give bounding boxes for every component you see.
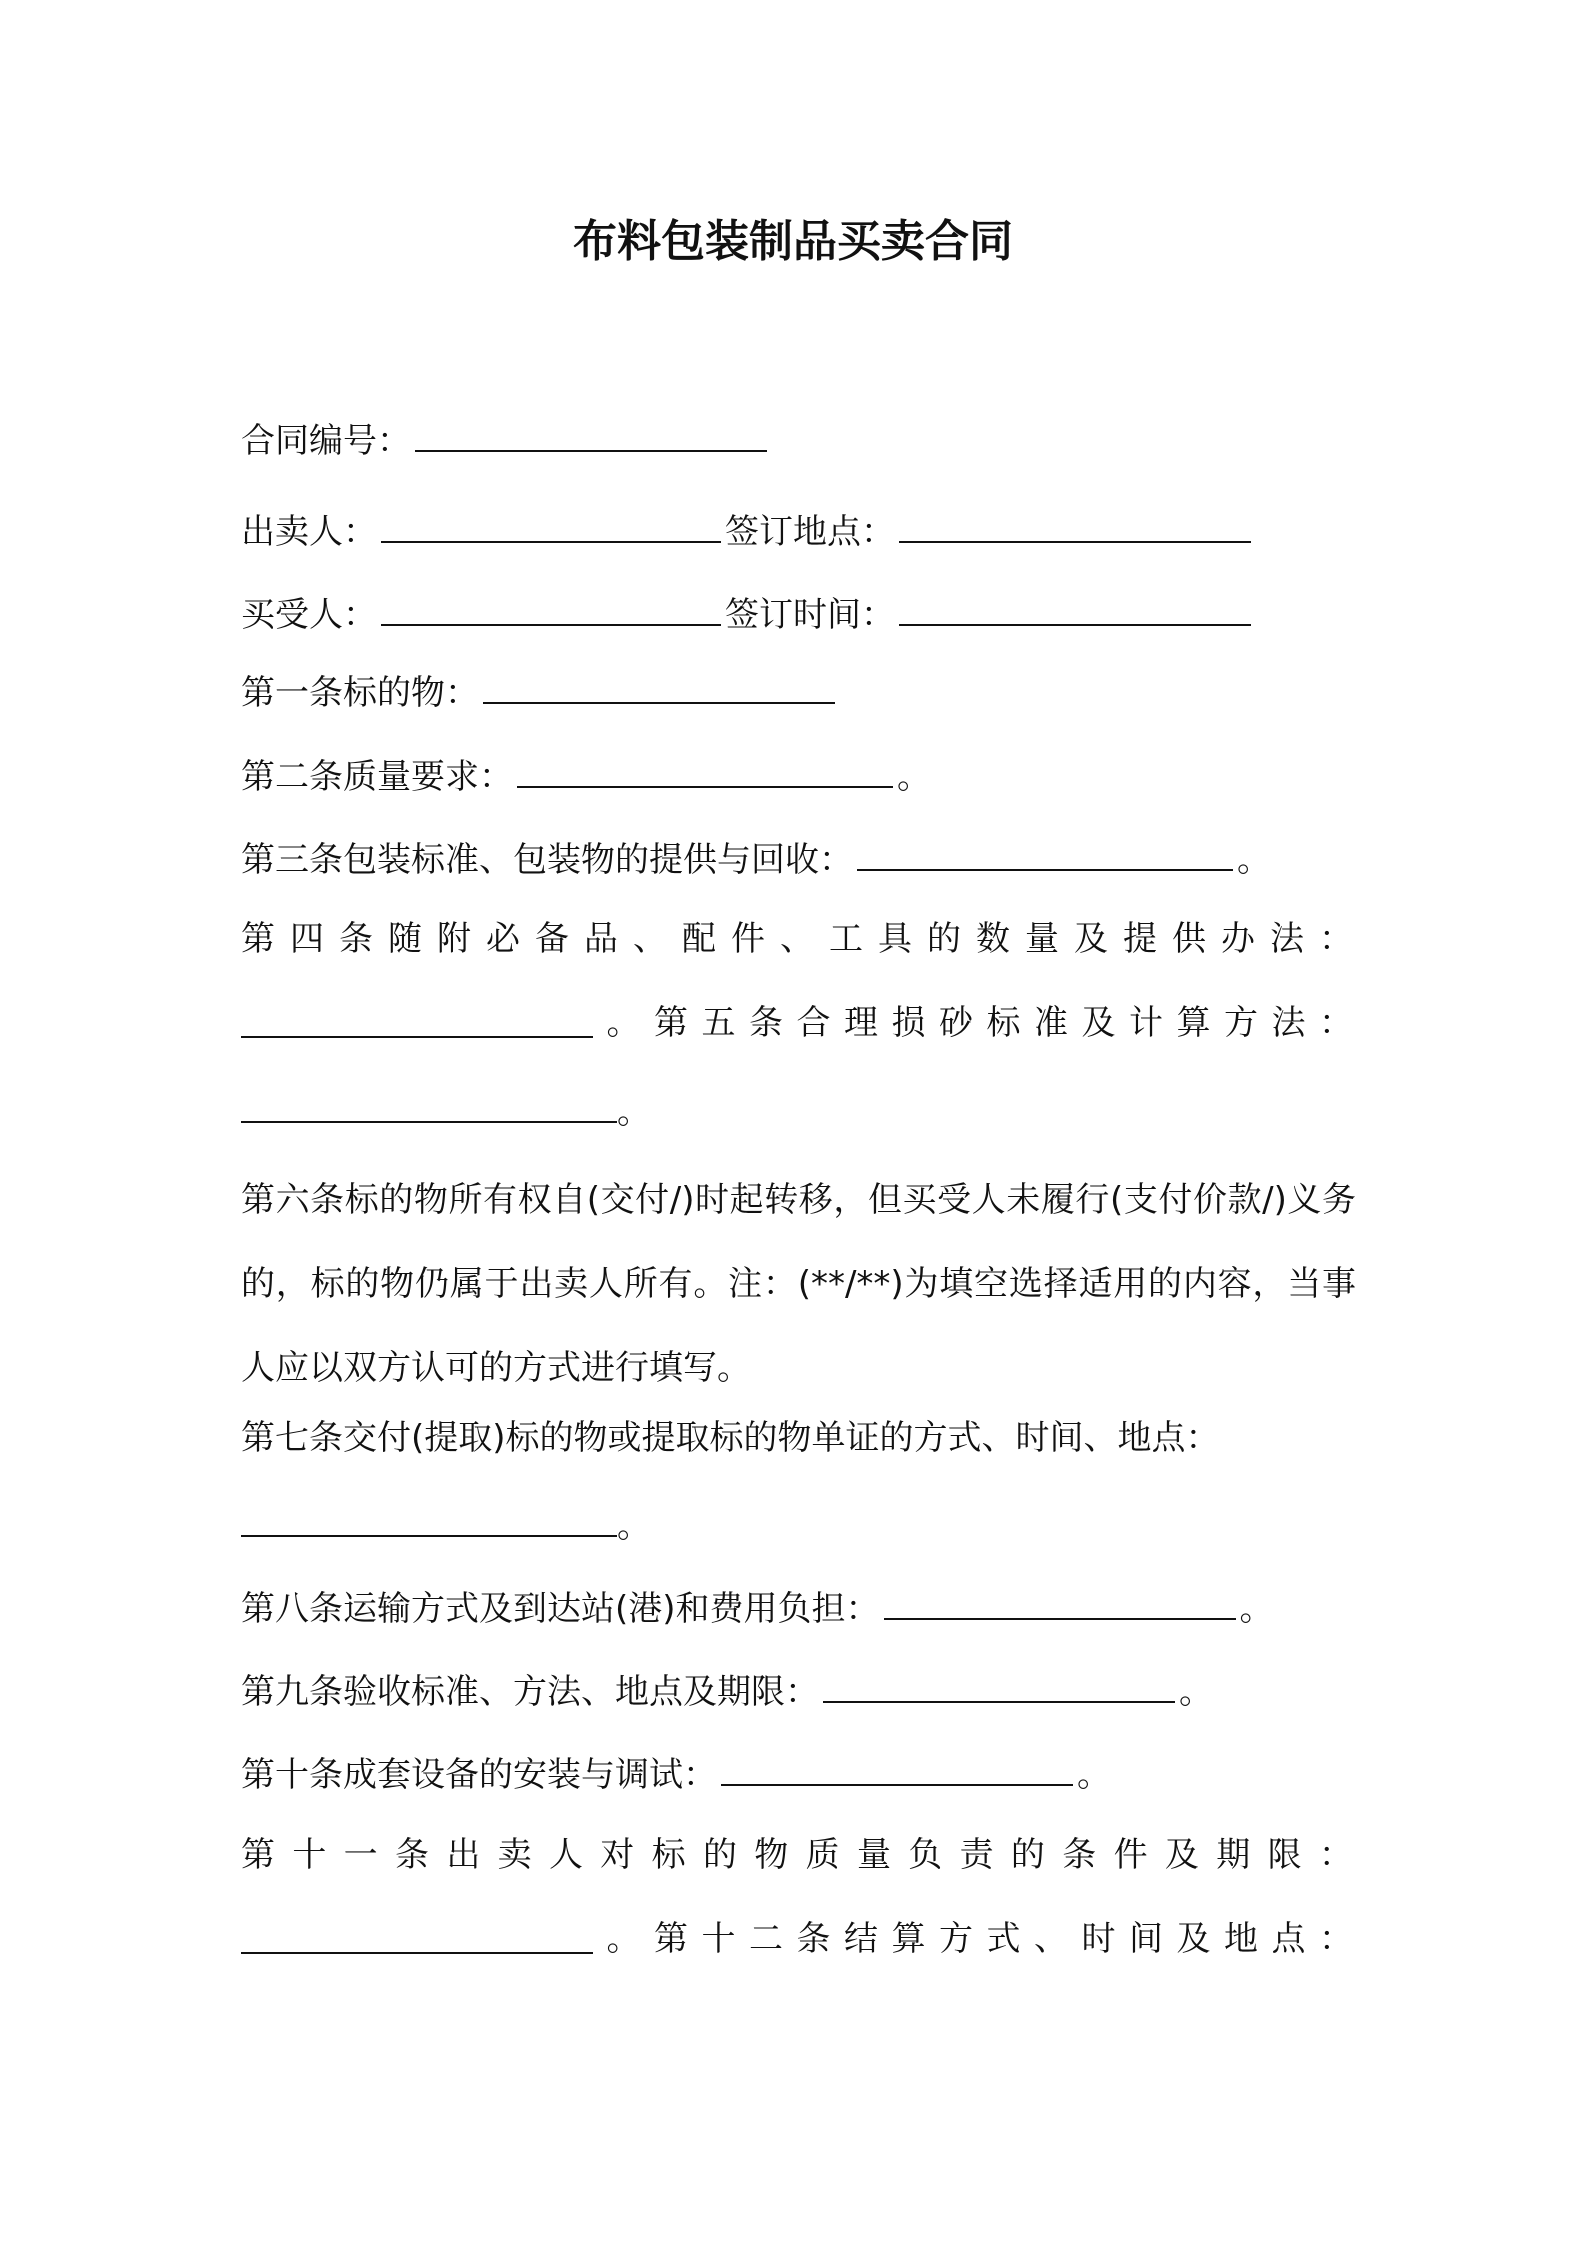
- clause-4-char: 工: [829, 919, 863, 959]
- seller-blank[interactable]: [381, 503, 721, 543]
- clause-11-char: 条: [394, 1835, 429, 1875]
- clause-11-char: 及: [1164, 1835, 1199, 1875]
- clause-11-char: 第: [241, 1835, 275, 1875]
- clause-9-blank[interactable]: [823, 1663, 1175, 1703]
- clause-3-end: 。: [1237, 840, 1271, 880]
- clause-1: [241, 664, 839, 718]
- clause-12-char: 十: [701, 1919, 736, 1959]
- clause-4-char: 必: [486, 919, 520, 959]
- clause-4-char: ：: [1319, 919, 1353, 959]
- clause-12-char: 及: [1176, 1919, 1211, 1959]
- clause-5-char: 损: [891, 1003, 926, 1043]
- clause-7-text: 第七条交付(提取)标的物或提取标的物单证的方式、时间、地点：: [241, 1418, 1220, 1458]
- clause-4-char: 配: [682, 919, 716, 959]
- clause-8-end: 。: [1239, 1589, 1274, 1629]
- clause-9-text: 第九条验收标准、方法、地点及期限：: [241, 1672, 819, 1712]
- clause-11-char: 限: [1267, 1835, 1302, 1875]
- clause-7-blank-line: [241, 1497, 651, 1551]
- clause-12-char: 条: [796, 1919, 831, 1959]
- clause-5-char: 砂: [939, 1003, 973, 1043]
- clause-2: [241, 748, 931, 802]
- buyer-line: [241, 586, 1255, 640]
- clause-1-blank[interactable]: [483, 664, 835, 704]
- clause-4: [241, 914, 1353, 964]
- clause-5-char: ：: [1319, 1003, 1353, 1043]
- clause-7: [241, 1413, 1220, 1463]
- clause-12-char: 间: [1129, 1919, 1163, 1959]
- clause-11-char: 人: [548, 1835, 583, 1875]
- clause-11-char: 的: [1010, 1835, 1045, 1875]
- clause-5-char: 算: [1176, 1003, 1211, 1043]
- clause-12-char: 。: [606, 1919, 641, 1959]
- contract-number-line: [241, 412, 771, 466]
- clause-10-blank[interactable]: [721, 1746, 1073, 1786]
- clause-4-blank[interactable]: [241, 998, 593, 1038]
- clause-11: [241, 1830, 1353, 1880]
- clause-11-char: 条: [1062, 1835, 1097, 1875]
- clause-4-char: 品: [584, 919, 618, 959]
- contract-number-label: 合同编号：: [241, 421, 411, 461]
- clause-12-char: 式: [986, 1919, 1021, 1959]
- clause-11-char: 件: [1113, 1835, 1148, 1875]
- clause-5-char: 第: [654, 1003, 688, 1043]
- clause-4-char: 件: [731, 919, 765, 959]
- clause-5-blank-line: [241, 1083, 651, 1137]
- clause-12-char: 二: [749, 1919, 783, 1959]
- clause-4-char: 办: [1221, 919, 1255, 959]
- clause-5-char: 准: [1034, 1003, 1068, 1043]
- clause-2-end: 。: [897, 757, 931, 797]
- clause-4-char: 量: [1025, 919, 1059, 959]
- clause-11-char: 十: [292, 1835, 327, 1875]
- clause-10-end: 。: [1077, 1755, 1111, 1795]
- clause-4-char: 提: [1123, 919, 1157, 959]
- buyer-label: 买受人：: [241, 595, 377, 635]
- clause-12-char: 、: [1034, 1919, 1068, 1959]
- clause-4-char: 、: [780, 919, 814, 959]
- clause-5-char: 条: [749, 1003, 783, 1043]
- clause-5-char: 方: [1224, 1003, 1258, 1043]
- clause-12-char: 地: [1224, 1919, 1258, 1959]
- clause-11-char: 量: [856, 1835, 891, 1875]
- clause-4-char: 随: [388, 919, 422, 959]
- clause-2-text: 第二条质量要求：: [241, 757, 513, 797]
- clause-11-char: 质: [805, 1835, 840, 1875]
- clause-11-blank[interactable]: [241, 1914, 593, 1954]
- clause-3-blank[interactable]: [857, 831, 1233, 871]
- clause-6: [241, 1158, 1356, 1410]
- clause-12: [241, 1914, 1353, 1964]
- clause-11-char: 标: [651, 1835, 686, 1875]
- clause-4-char: 第: [241, 919, 275, 959]
- clause-11-char: 负: [908, 1835, 943, 1875]
- clause-5-char: 法: [1271, 1003, 1306, 1043]
- clause-5-char: 合: [796, 1003, 831, 1043]
- clause-11-char: 出: [446, 1835, 481, 1875]
- clause-5-blank[interactable]: [241, 1083, 617, 1123]
- clause-5-char: 。: [606, 1003, 641, 1043]
- clause-10-text: 第十条成套设备的安装与调试：: [241, 1755, 717, 1795]
- clause-5-char: 计: [1129, 1003, 1163, 1043]
- buyer-blank[interactable]: [381, 586, 721, 626]
- clause-12-char: 结: [844, 1919, 878, 1959]
- clause-12-char: 方: [939, 1919, 973, 1959]
- clause-8-blank[interactable]: [884, 1580, 1236, 1620]
- contract-number-blank[interactable]: [415, 412, 767, 452]
- clause-4-char: 四: [290, 919, 324, 959]
- clause-4-char: 、: [633, 919, 667, 959]
- sign-place-blank[interactable]: [899, 503, 1251, 543]
- sign-time-label: 签订时间：: [725, 595, 895, 635]
- clause-8: [241, 1580, 1274, 1634]
- clause-5-char: 及: [1081, 1003, 1116, 1043]
- clause-11-char: 责: [959, 1835, 994, 1875]
- sign-place-label: 签订地点：: [725, 512, 895, 552]
- clause-5: [241, 998, 1353, 1048]
- clause-10: [241, 1746, 1111, 1800]
- clause-3-text: 第三条包装标准、包装物的提供与回收：: [241, 840, 853, 880]
- seller-label: 出卖人：: [241, 512, 377, 552]
- clause-5-char: 标: [986, 1003, 1021, 1043]
- clause-6-text: 第六条标的物所有权自(交付/)时起转移，但买受人未履行(支付价款/)义务的，标的物仍属于出卖人所有。注：(**/**)为填空选择适用的内容，当事人应以双方认可的方式进行填写。: [241, 1180, 1356, 1388]
- clause-4-char: 法: [1270, 919, 1304, 959]
- clause-9: [241, 1663, 1213, 1717]
- clause-11-char: 对: [600, 1835, 635, 1875]
- clause-7-blank[interactable]: [241, 1497, 617, 1537]
- clause-2-blank[interactable]: [517, 748, 893, 788]
- clause-4-char: 附: [437, 919, 471, 959]
- clause-4-char: 及: [1074, 919, 1108, 959]
- clause-12-char: 第: [654, 1919, 688, 1959]
- clause-4-char: 备: [535, 919, 569, 959]
- clause-12-char: 时: [1081, 1919, 1116, 1959]
- clause-3: [241, 831, 1271, 885]
- clause-11-char: 一: [343, 1835, 378, 1875]
- clause-4-char: 具: [878, 919, 912, 959]
- seller-line: [241, 503, 1255, 557]
- clause-11-char: 卖: [497, 1835, 532, 1875]
- clause-12-char: 算: [891, 1919, 926, 1959]
- clause-5-char: 五: [701, 1003, 736, 1043]
- contract-title: 布料包装制品买卖合同: [573, 216, 1013, 267]
- clause-12-char: 点: [1271, 1919, 1306, 1959]
- clause-4-char: 的: [927, 919, 961, 959]
- clause-11-char: 的: [702, 1835, 737, 1875]
- clause-1-text: 第一条标的物：: [241, 673, 479, 713]
- clause-7-end: 。: [617, 1506, 651, 1546]
- sign-time-blank[interactable]: [899, 586, 1251, 626]
- clause-4-char: 供: [1172, 919, 1206, 959]
- clause-4-char: 数: [976, 919, 1010, 959]
- clause-11-char: ：: [1318, 1835, 1353, 1875]
- clause-12-char: ：: [1319, 1919, 1353, 1959]
- clause-11-char: 期: [1216, 1835, 1251, 1875]
- clause-4-char: 条: [339, 919, 373, 959]
- clause-5-end: 。: [617, 1092, 651, 1132]
- clause-8-text: 第八条运输方式及到达站(港)和费用负担：: [241, 1589, 880, 1629]
- clause-11-char: 物: [754, 1835, 789, 1875]
- clause-9-end: 。: [1179, 1672, 1213, 1712]
- clause-5-char: 理: [844, 1003, 878, 1043]
